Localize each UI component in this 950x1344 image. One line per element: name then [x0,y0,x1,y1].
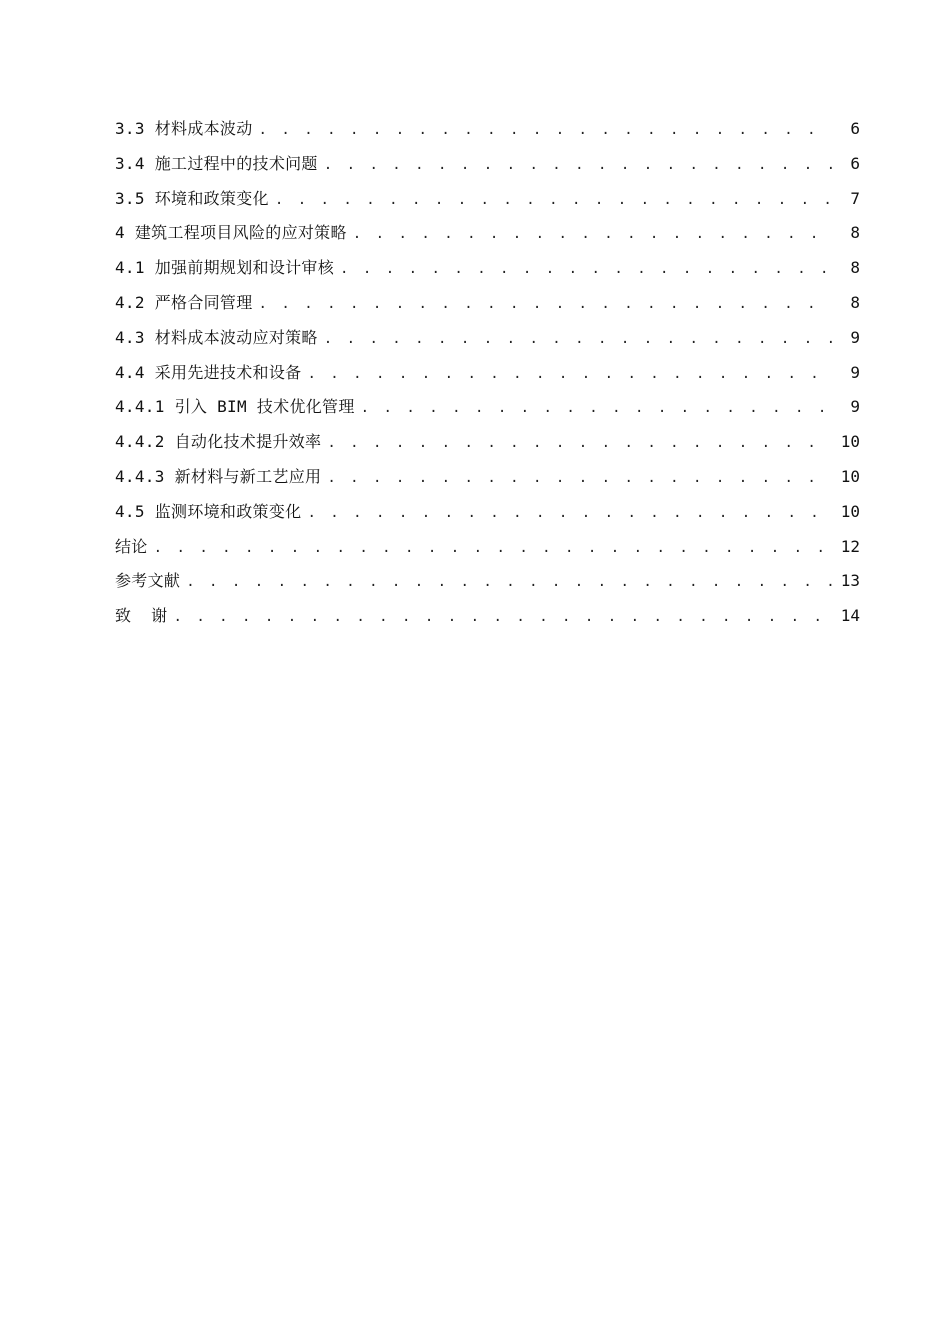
toc-entry-title: 3.3 材料成本波动 [115,119,253,138]
toc-dot-leader [361,391,832,426]
toc-dot-leader [353,217,832,252]
toc-dot-leader [327,461,832,496]
toc-dot-leader [186,565,832,600]
toc-dot-leader [340,252,832,287]
table-of-contents [115,112,860,634]
toc-entry-page: 9 [850,397,860,417]
toc-entry[interactable] [115,599,860,634]
toc-entry-title: 4 建筑工程项目风险的应对策略 [115,223,347,243]
toc-entry[interactable] [115,147,860,182]
toc-dot-leader [173,600,832,635]
toc-dot-leader [307,496,832,531]
toc-entry-page: 10 [840,501,860,521]
toc-entry[interactable] [115,530,860,565]
toc-entry[interactable] [115,356,860,391]
toc-entry-page: 8 [850,292,860,312]
toc-entry-page: 6 [850,119,860,138]
toc-entry-page: 6 [850,153,860,173]
toc-dot-leader [275,183,832,218]
toc-entry-title: 致 谢 [115,606,168,626]
toc-entry-page: 7 [850,188,860,208]
toc-entry-title: 4.4.1 引入 BIM 技术优化管理 [115,397,355,417]
toc-dot-leader [307,357,832,392]
toc-entry-title: 4.2 严格合同管理 [115,292,253,312]
toc-entry-page: 14 [840,606,860,626]
toc-entry-page: 8 [850,223,860,243]
toc-entry-page: 10 [840,466,860,486]
toc-dot-leader [324,148,832,183]
toc-entry-title: 3.4 施工过程中的技术问题 [115,153,318,173]
toc-entry[interactable] [115,286,860,321]
toc-dot-leader [324,322,832,357]
toc-dot-leader [327,426,832,461]
toc-entry-page: 13 [840,571,860,591]
toc-entry[interactable] [115,321,860,356]
toc-entry[interactable] [115,425,860,460]
toc-dot-leader [154,531,832,566]
toc-entry[interactable] [115,495,860,530]
toc-entry[interactable] [115,112,860,147]
toc-entry-page: 10 [840,432,860,452]
toc-entry-title: 4.4.2 自动化技术提升效率 [115,432,322,452]
toc-entry[interactable] [115,251,860,286]
toc-entry-title: 4.4.3 新材料与新工艺应用 [115,466,322,486]
toc-entry[interactable] [115,216,860,251]
toc-entry-page: 12 [840,536,860,556]
toc-dot-leader [259,287,832,322]
toc-entry[interactable] [115,460,860,495]
toc-entry-title: 3.5 环境和政策变化 [115,188,269,208]
toc-entry-title: 参考文献 [115,571,181,591]
toc-entry-title: 4.5 监测环境和政策变化 [115,501,302,521]
toc-entry-page: 9 [850,362,860,382]
toc-entry[interactable] [115,182,860,217]
toc-entry-page: 8 [850,258,860,278]
toc-entry-title: 4.1 加强前期规划和设计审核 [115,258,335,278]
toc-entry-title: 4.3 材料成本波动应对策略 [115,327,318,347]
toc-entry[interactable] [115,390,860,425]
toc-entry-title: 4.4 采用先进技术和设备 [115,362,302,382]
toc-entry-page: 9 [850,327,860,347]
toc-entry-title: 结论 [115,536,148,556]
toc-dot-leader [259,113,832,148]
toc-entry[interactable] [115,564,860,599]
